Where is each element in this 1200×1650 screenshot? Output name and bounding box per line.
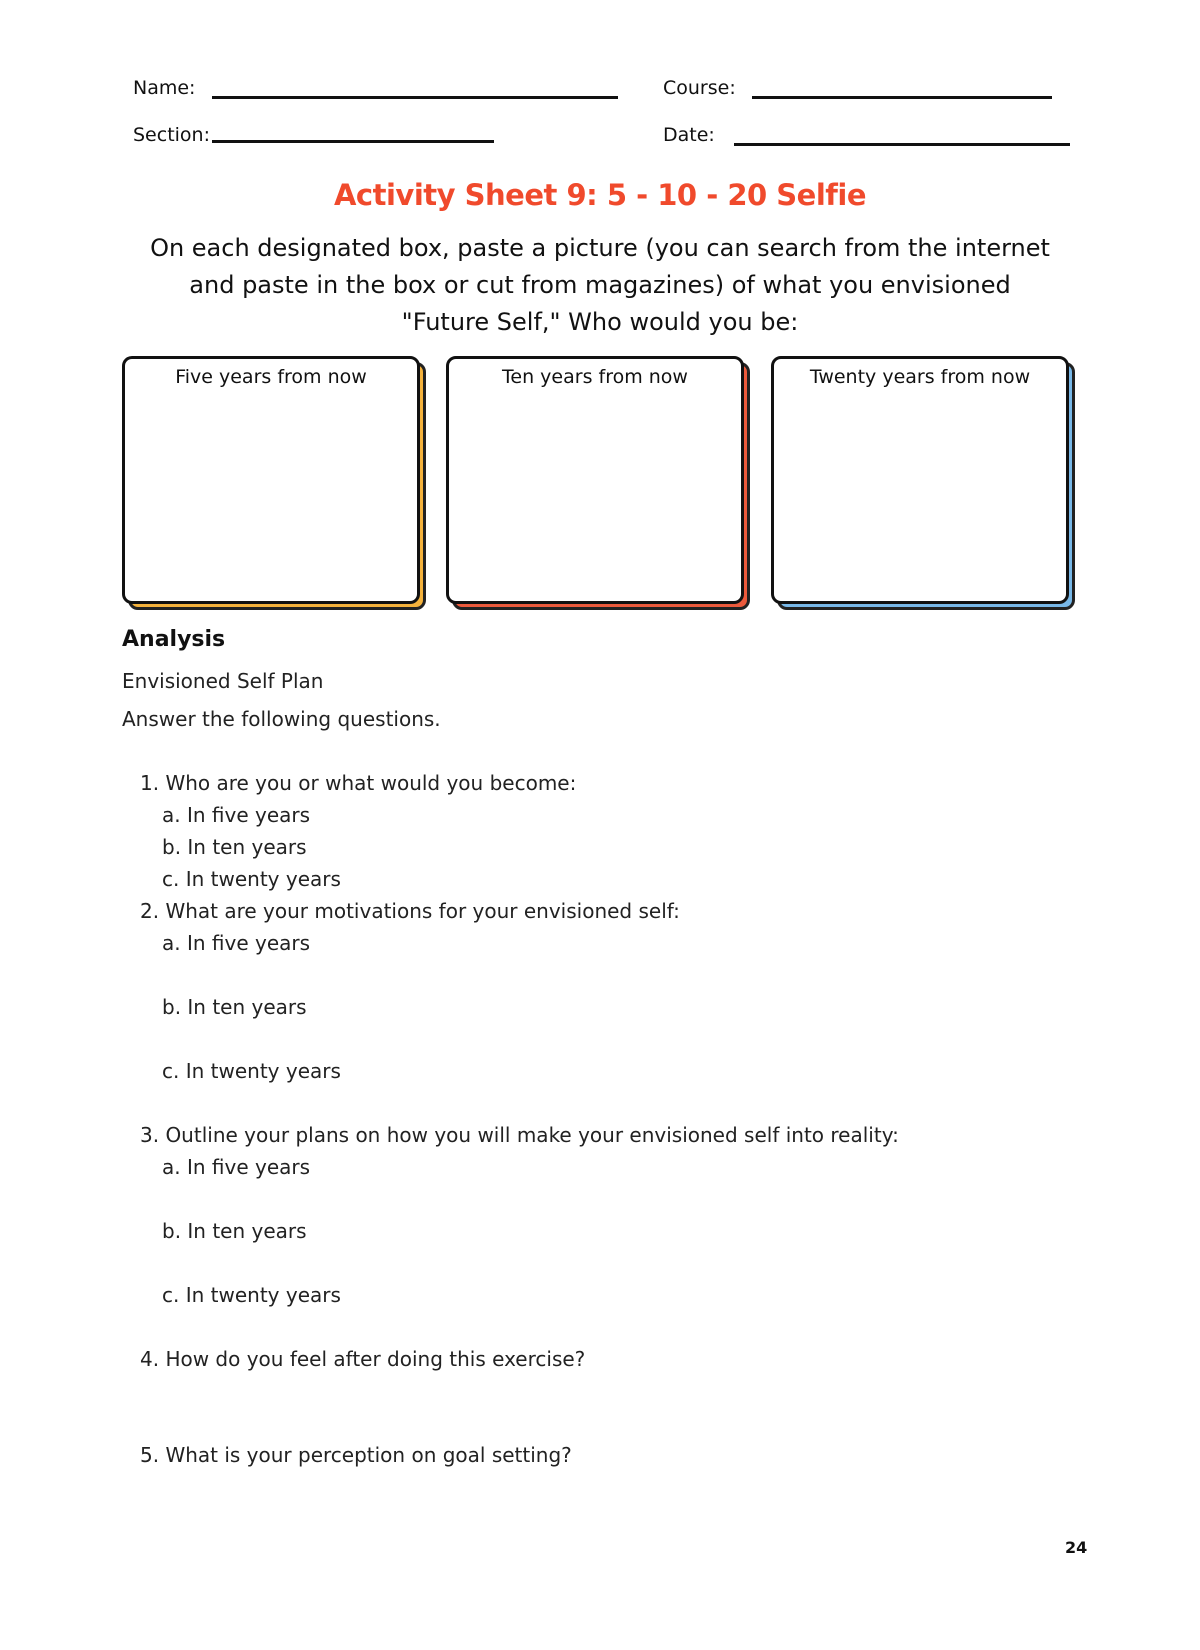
five-years-caption: Five years from now bbox=[175, 366, 367, 388]
frame-border bbox=[771, 356, 1069, 604]
twenty-years-photo-box[interactable] bbox=[771, 356, 1069, 604]
ten-years-photo-box[interactable] bbox=[446, 356, 744, 604]
twenty-years-caption: Twenty years from now bbox=[809, 366, 1031, 388]
q2-item-b: b. In ten years bbox=[162, 995, 307, 1019]
question-1: 1. Who are you or what would you become: bbox=[140, 771, 577, 795]
course-label: Course: bbox=[663, 77, 736, 99]
q3-item-c: c. In twenty years bbox=[162, 1283, 341, 1307]
q1-item-b: b. In ten years bbox=[162, 835, 307, 859]
q3-item-a: a. In five years bbox=[162, 1155, 311, 1179]
page-title: Activity Sheet 9: 5 - 10 - 20 Selfie bbox=[333, 178, 866, 212]
date-label: Date: bbox=[663, 124, 715, 146]
name-field[interactable] bbox=[212, 96, 618, 99]
q3-item-b: b. In ten years bbox=[162, 1219, 307, 1243]
analysis-heading: Analysis bbox=[122, 627, 226, 652]
instructions: On each designated box, paste a picture (you can search from the internet and paste in the box or cut from magazines) of what you envisioned "Future Self," Who would you be: bbox=[150, 234, 1050, 336]
frame-border bbox=[446, 356, 744, 604]
q2-item-c: c. In twenty years bbox=[162, 1059, 341, 1083]
q2-item-a: a. In five years bbox=[162, 931, 311, 955]
frame-border bbox=[122, 356, 420, 604]
section-field[interactable] bbox=[212, 140, 494, 143]
q1-item-a: a. In five years bbox=[162, 803, 311, 827]
page-number: 24 bbox=[1065, 1538, 1088, 1557]
question-5: 5. What is your perception on goal setting? bbox=[140, 1443, 572, 1467]
section-label: Section: bbox=[133, 124, 210, 146]
analysis-subheading: Envisioned Self Plan bbox=[122, 669, 324, 693]
analysis-prompt: Answer the following questions. bbox=[122, 707, 441, 731]
date-field[interactable] bbox=[734, 143, 1070, 146]
course-field[interactable] bbox=[752, 96, 1052, 99]
question-2: 2. What are your motivations for your envisioned self: bbox=[140, 899, 680, 923]
q1-item-c: c. In twenty years bbox=[162, 867, 341, 891]
five-years-photo-box[interactable] bbox=[122, 356, 420, 604]
question-4: 4. How do you feel after doing this exercise? bbox=[140, 1347, 586, 1371]
question-3: 3. Outline your plans on how you will make your envisioned self into reality: bbox=[140, 1123, 899, 1147]
name-label: Name: bbox=[133, 77, 196, 99]
ten-years-caption: Ten years from now bbox=[502, 366, 688, 388]
